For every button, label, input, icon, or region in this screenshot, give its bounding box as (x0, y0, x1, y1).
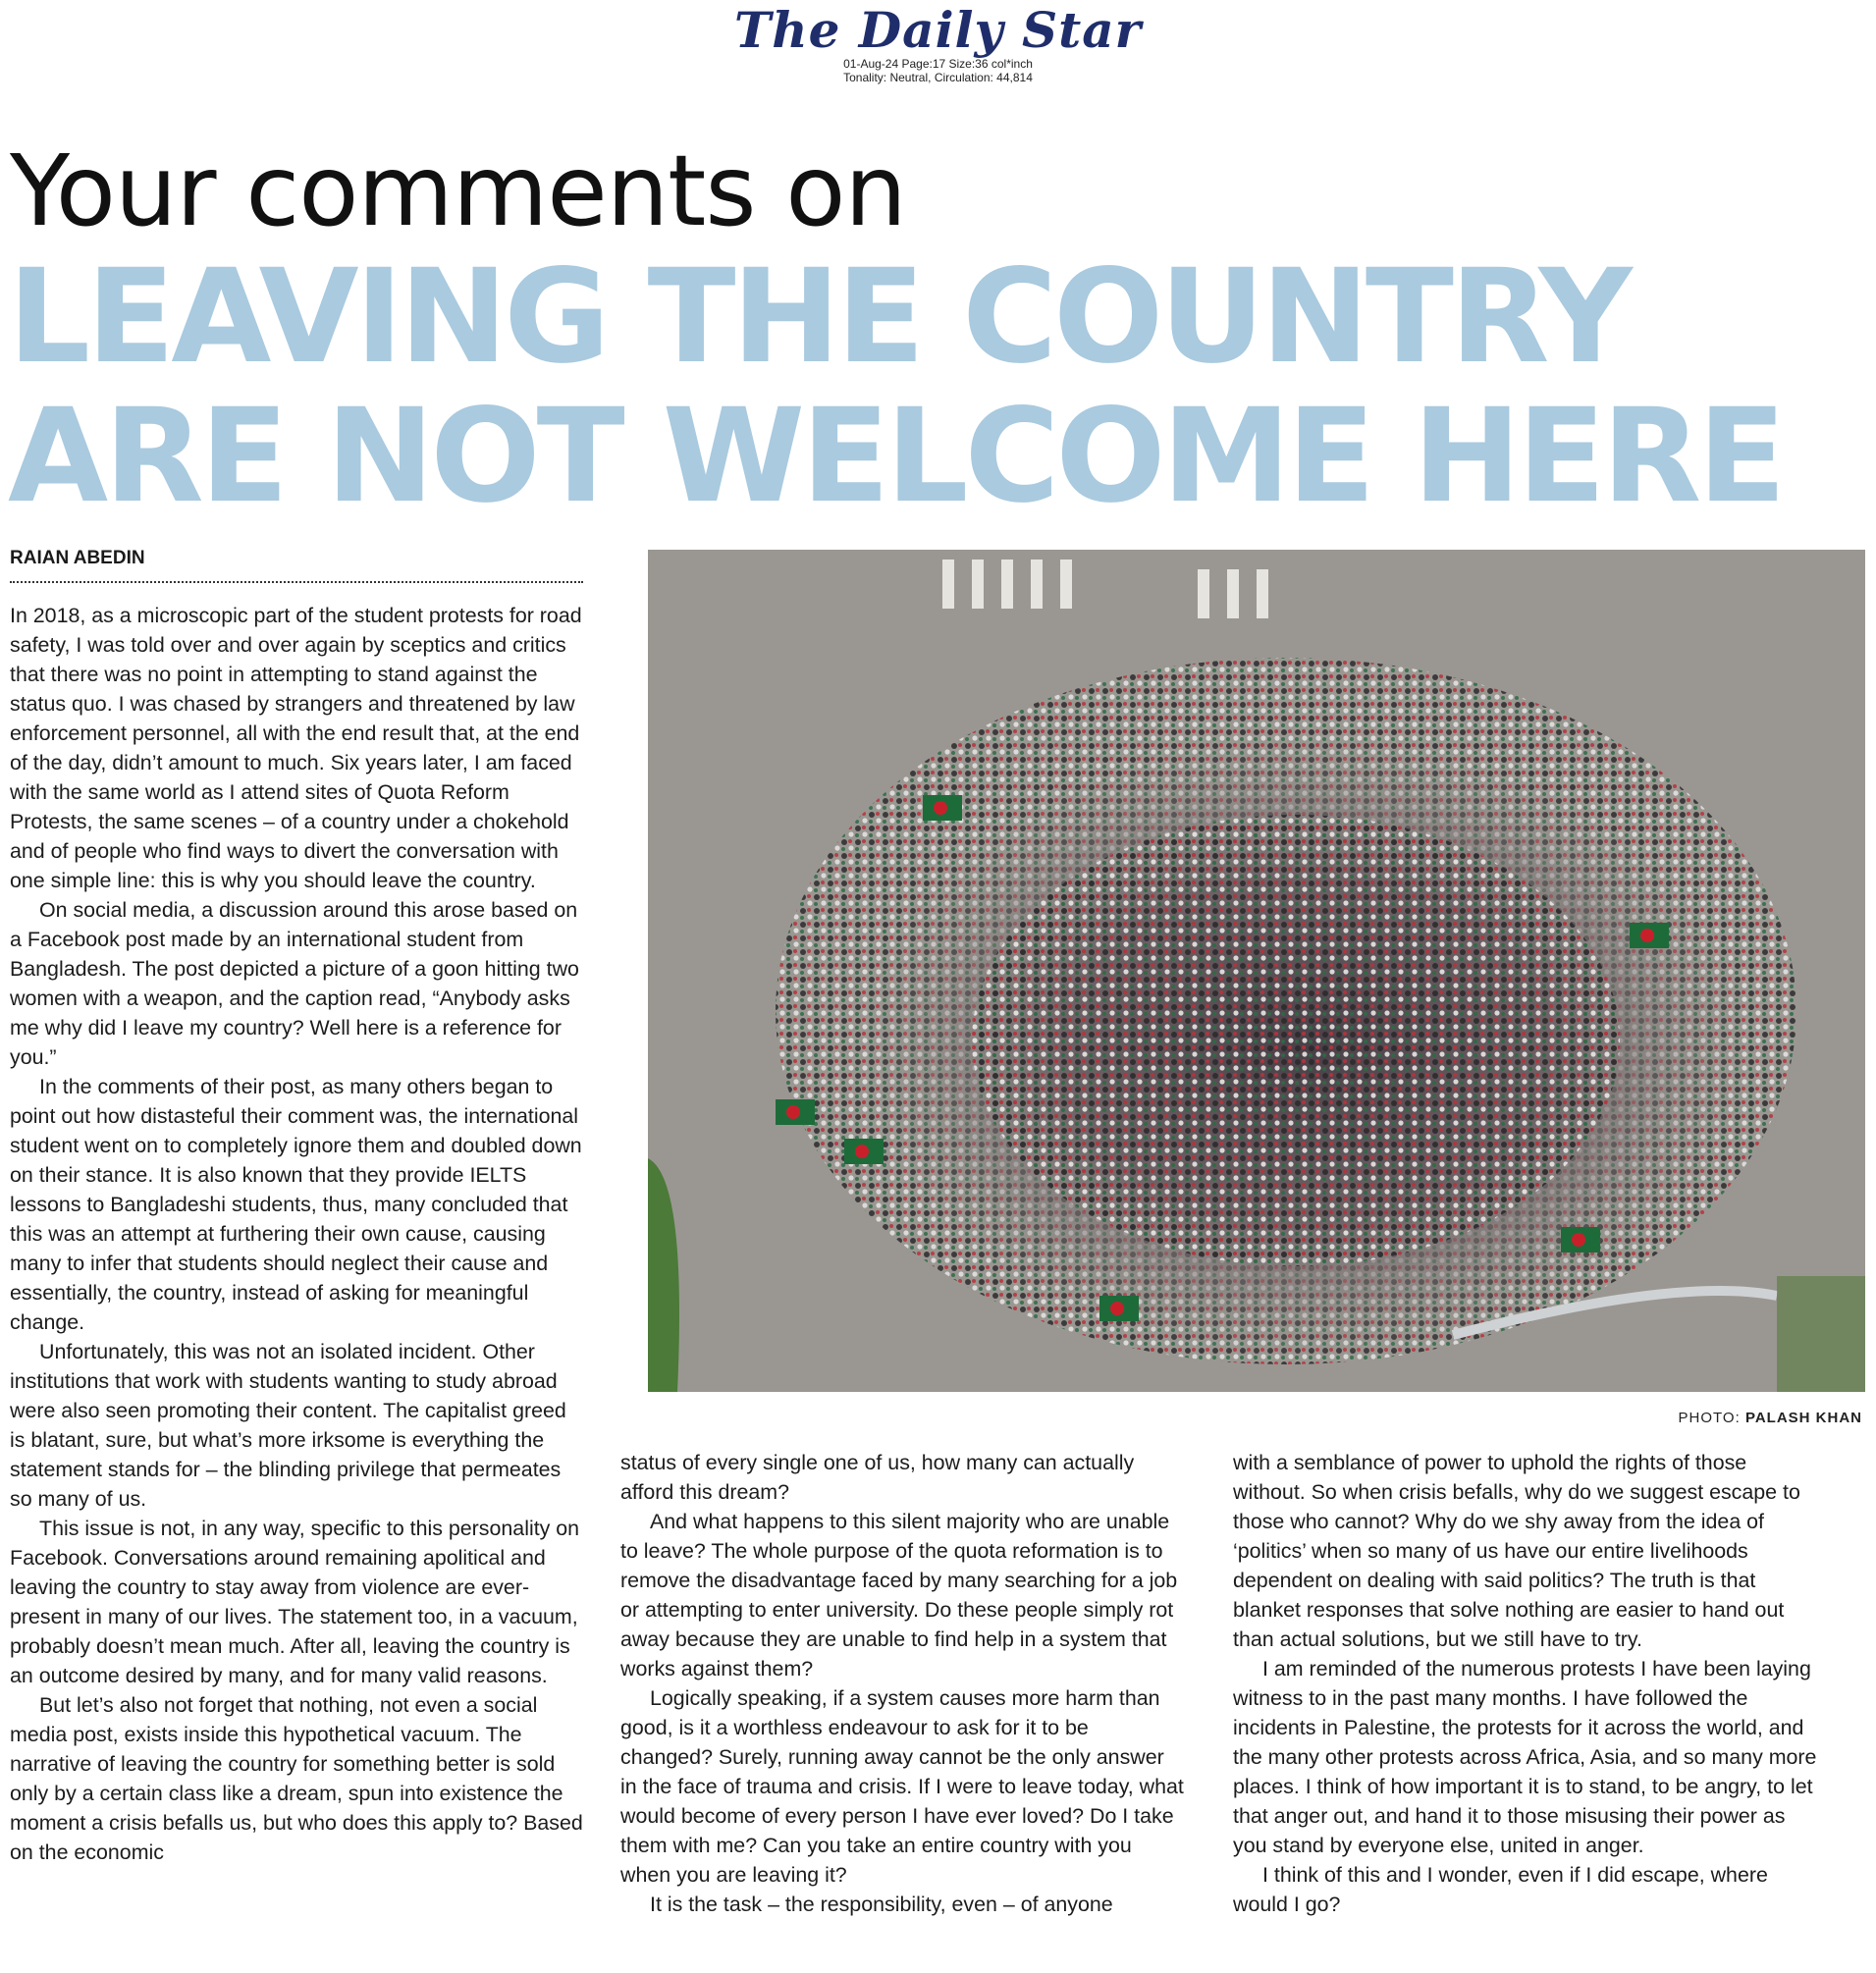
paragraph: In 2018, as a microscopic part of the student protests for road safety, I was told over and over again by sceptics and critics that there was no point in attempting to stand against the status quo. I was chased by strangers and threatened by law enforcement personnel, all with the end result that, at the end of the day, didn’t amount to much. Six years later, I am faced with the same world as I attend sites of Quota Reform Protests, the same scenes – of a country under a chokehold and of people who find ways to divert the conversation with one simple line: this is why you should leave the country. (10, 604, 582, 892)
masthead (0, 0, 1876, 84)
headline (8, 241, 1863, 532)
photo-credit-label: PHOTO: (1678, 1410, 1741, 1426)
headline-line-1: LEAVING THE COUNTRY (8, 241, 1629, 393)
paragraph: But let’s also not forget that nothing, not even a social media post, exists inside this hypothetical vacuum. The narrative of leaving the country for something better is sold only by a certain class like a dream, spun into existence the moment a crisis befalls us, but who does this apply to? Based on the economic (10, 1693, 583, 1864)
photo-credit-name: PALASH KHAN (1744, 1410, 1862, 1426)
paragraph: with a semblance of power to uphold the rights of those without. So when crisis befalls, why do we suggest escape to those who cannot? Why do we shy away from the idea of ‘politics’ when so many of us have our entire livelihoods dependent on dealing with said politics? The truth is that blanket responses that solve nothing are easier to hand out than actual solutions, but we still have to try. (1233, 1451, 1800, 1651)
byline: RAIAN ABEDIN (10, 548, 583, 583)
article-column-3 (1233, 1448, 1822, 1919)
paragraph: And what happens to this silent majority who are unable to leave? The whole purpose of the quota reformation is to remove the disadvantage faced by many searching for a job or attempting to enter university. Do these people simply rot away because they are unable to find help in a system that works against them? (620, 1510, 1178, 1680)
paragraph: This issue is not, in any way, specific to this personality on Facebook. Conversations around remaining apolitical and leaving the country to stay away from violence are ever-present in many of our lives. The statement too, in a vacuum, probably doesn’t mean much. After all, leaving the country is an outcome desired by many, and for many valid reasons. (10, 1517, 580, 1687)
paragraph: In the comments of their post, as many others began to point out how distasteful their comment was, the international student went on to completely ignore them and doubled down on their stance. It is also known that they provide IELTS lessons to Bangladeshi students, thus, many concluded that this was an attempt at furthering their own cause, causing many to infer that students should neglect their cause and essentially, the country, instead of asking for meaningful change. (10, 1075, 582, 1334)
paragraph: On social media, a discussion around this arose based on a Facebook post made by an international student from Bangladesh. The post depicted a picture of a goon hitting two women with a weapon, and the caption read, “Anybody asks me why did I leave my country? Well here is a reference for you.” (10, 898, 579, 1069)
protest-crowd-photo (648, 550, 1865, 1392)
paragraph: It is the task – the responsibility, even – of anyone (650, 1893, 1113, 1916)
clipping-meta-line2: Tonality: Neutral, Circulation: 44,814 (843, 71, 1033, 84)
paragraph: status of every single one of us, how many can actually afford this dream? (620, 1451, 1135, 1504)
headline-line-2: ARE NOT WELCOME HERE (8, 381, 1783, 532)
publication-logo: The Daily Star (734, 1, 1142, 59)
paragraph: I think of this and I wonder, even if I did escape, where would I go? (1233, 1863, 1768, 1916)
paragraph: Logically speaking, if a system causes more harm than good, is it a worthless endeavour to ask for it to be changed? Surely, running away cannot be the only answer in the face of trauma and crisis. If I were to leave today, what would become of every person I have ever loved? Do I take them with me? Can you take an entire country with you when you are leaving it? (620, 1686, 1184, 1887)
article-column-2 (620, 1448, 1186, 1919)
article-column-1 (10, 601, 585, 1867)
crowd-photo-illustration (648, 550, 1865, 1392)
headline-kicker: Your comments on (10, 133, 906, 248)
paragraph: Unfortunately, this was not an isolated incident. Other institutions that work with students wanting to study abroad were also seen promoting their content. The capitalist greed is blatant, sure, but what’s more irksome is everything the statement stands for – the blinding privilege that permeates so many of us. (10, 1340, 566, 1511)
paragraph: I am reminded of the numerous protests I have been laying witness to in the past many months. I have followed the incidents in Palestine, the protests for it across the world, and the many other protests across Africa, Asia, and so many more places. I think of how important it is to stand, to be angry, to let that anger out, and hand it to those misusing their power as you stand by everyone else, united in anger. (1233, 1657, 1817, 1857)
clipping-meta-line1: 01-Aug-24 Page:17 Size:36 col*inch (843, 57, 1033, 71)
photo-credit (1679, 1410, 1862, 1426)
